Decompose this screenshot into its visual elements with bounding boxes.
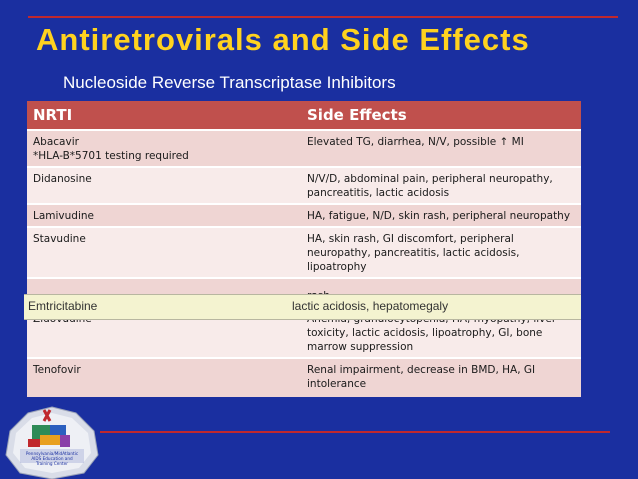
effects-cell: HA, fatigue, N/D, skin rash, peripheral neuropathy [301,204,581,227]
drug-cell: Tenofovir [27,358,301,397]
table-row [27,167,581,204]
aetc-logo [4,405,100,479]
drug-note: *HLA-B*5701 testing required [33,150,189,162]
effects-cell: Renal impairment, decrease in BMD, HA, GI intolerance [301,358,581,397]
svg-text:Pennsylvania/MidAtlantic: Pennsylvania/MidAtlantic [25,451,79,456]
table-row [27,204,581,227]
bottom-divider [100,431,610,433]
slide-title: Antiretrovirals and Side Effects [36,22,530,57]
top-divider [28,16,618,18]
header-nrti: NRTI [27,101,301,130]
effects-cell: Elevated TG, diarrhea, N/V, possible ↑ MI [301,130,581,167]
table-row [27,130,581,167]
nrti-table [27,101,581,397]
drug-name: Abacavir [33,136,79,148]
slide-subtitle: Nucleoside Reverse Transcriptase Inhibitors [63,73,396,92]
effects-cell: HA, skin rash, GI discomfort, peripheral neuropathy, pancreatitis, lactic acidosis, lipoatrophy [301,227,581,278]
overlay-effects: lactic acidosis, hepatomegaly [292,299,449,313]
emtricitabine-overlay-row [24,294,581,320]
overlay-drug: Emtricitabine [28,299,98,313]
drug-cell: Didanosine [27,167,301,204]
drug-cell: Lamivudine [27,204,301,227]
header-side-effects: Side Effects [301,101,581,130]
svg-text:AIDS Education and: AIDS Education and [31,456,73,461]
drug-cell: Stavudine [27,227,301,278]
svg-text:Training Center: Training Center [36,461,68,466]
effects-cell: N/V/D, abdominal pain, peripheral neuropathy, pancreatitis, lactic acidosis [301,167,581,204]
table-row [27,227,581,278]
drug-cell [27,130,301,167]
table-row [27,358,581,397]
effects-cell: toxicity, lactic acidosis, lipoatrophy, GI, bone marrow suppression [301,307,581,358]
table-header-row [27,101,581,130]
